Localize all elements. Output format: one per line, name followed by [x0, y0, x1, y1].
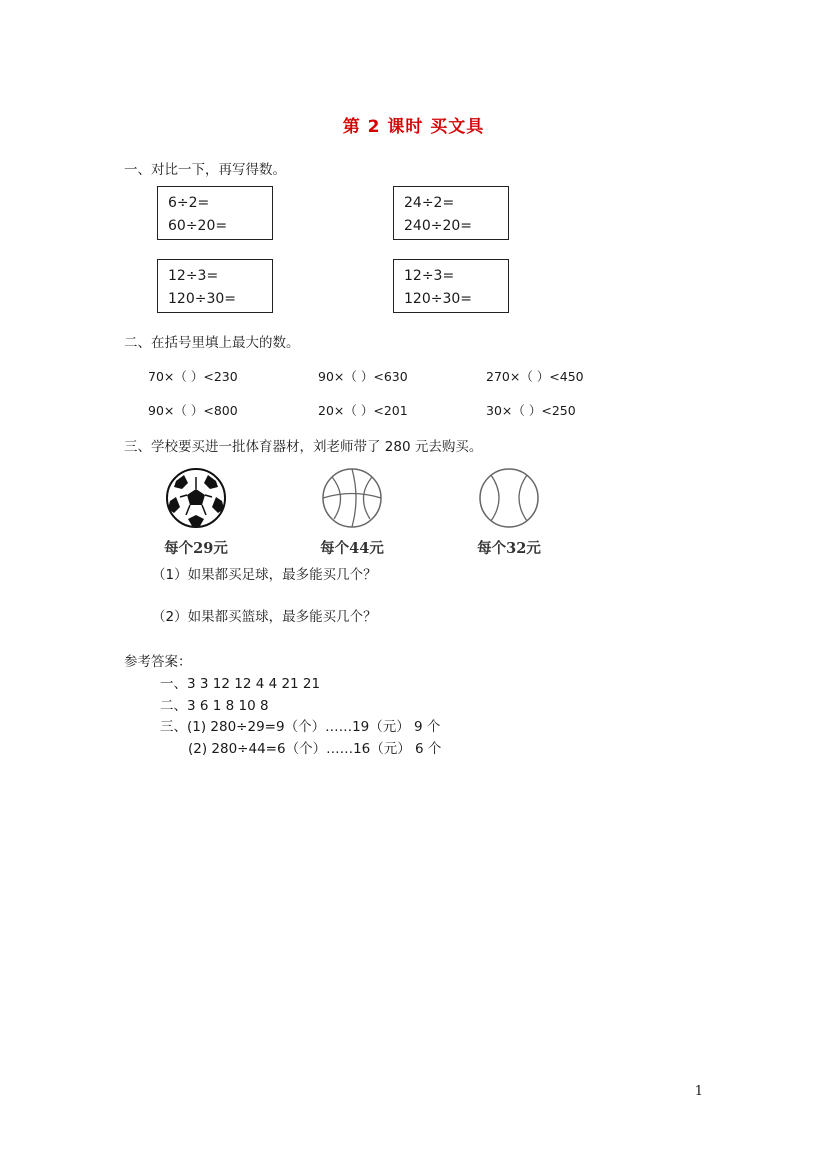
- section2-heading: 二、在括号里填上最大的数。: [124, 335, 300, 351]
- calc-line: 240÷20=: [404, 218, 472, 234]
- basketball-icon: [320, 467, 384, 529]
- soccer-ball-icon: [164, 467, 228, 529]
- answer-line: 三、(1) 280÷29=9（个）……19（元） 9 个: [160, 719, 441, 735]
- volleyball-icon: [477, 467, 541, 529]
- inequality-item: 270×（ ）<450: [486, 369, 584, 384]
- price-caption: 每个32元: [477, 540, 541, 557]
- price-caption: 每个44元: [320, 540, 384, 557]
- calc-line: 12÷3=: [404, 268, 455, 284]
- section3-heading: 三、学校要买进一批体育器材，刘老师带了 280 元去购买。: [124, 439, 483, 455]
- inequality-item: 90×（ ）<630: [318, 369, 408, 384]
- answer-line: (2) 280÷44=6（个）……16（元） 6 个: [188, 741, 442, 757]
- calc-line: 12÷3=: [168, 268, 219, 284]
- calc-box: [393, 259, 509, 313]
- calc-box: [157, 186, 273, 240]
- ball-item: [469, 467, 549, 558]
- page-title: 第 2 课时 买文具: [342, 117, 485, 137]
- inequality-item: 30×（ ）<250: [486, 403, 576, 418]
- inequality-item: 20×（ ）<201: [318, 403, 408, 418]
- answer-line: 二、3 6 1 8 10 8: [160, 698, 269, 714]
- calc-line: 120÷30=: [404, 291, 472, 307]
- calc-line: 24÷2=: [404, 195, 455, 211]
- answers-heading: 参考答案：: [124, 654, 192, 670]
- inequality-item: 90×（ ）<800: [148, 403, 238, 418]
- calc-box: [157, 259, 273, 313]
- question-1: （1）如果都买足球，最多能买几个？: [152, 567, 377, 583]
- price-caption: 每个29元: [164, 540, 228, 557]
- section1-heading: 一、对比一下，再写得数。: [124, 162, 286, 178]
- ball-item: [312, 467, 392, 558]
- inequality-item: 70×（ ）<230: [148, 369, 238, 384]
- calc-box: [393, 186, 509, 240]
- answer-line: 一、3 3 12 12 4 4 21 21: [160, 676, 321, 692]
- calc-line: 120÷30=: [168, 291, 236, 307]
- ball-item: [156, 467, 236, 558]
- question-2: （2）如果都买篮球，最多能买几个？: [152, 609, 377, 625]
- calc-line: 6÷2=: [168, 195, 210, 211]
- calc-line: 60÷20=: [168, 218, 228, 234]
- page-number: 1: [694, 1084, 703, 1099]
